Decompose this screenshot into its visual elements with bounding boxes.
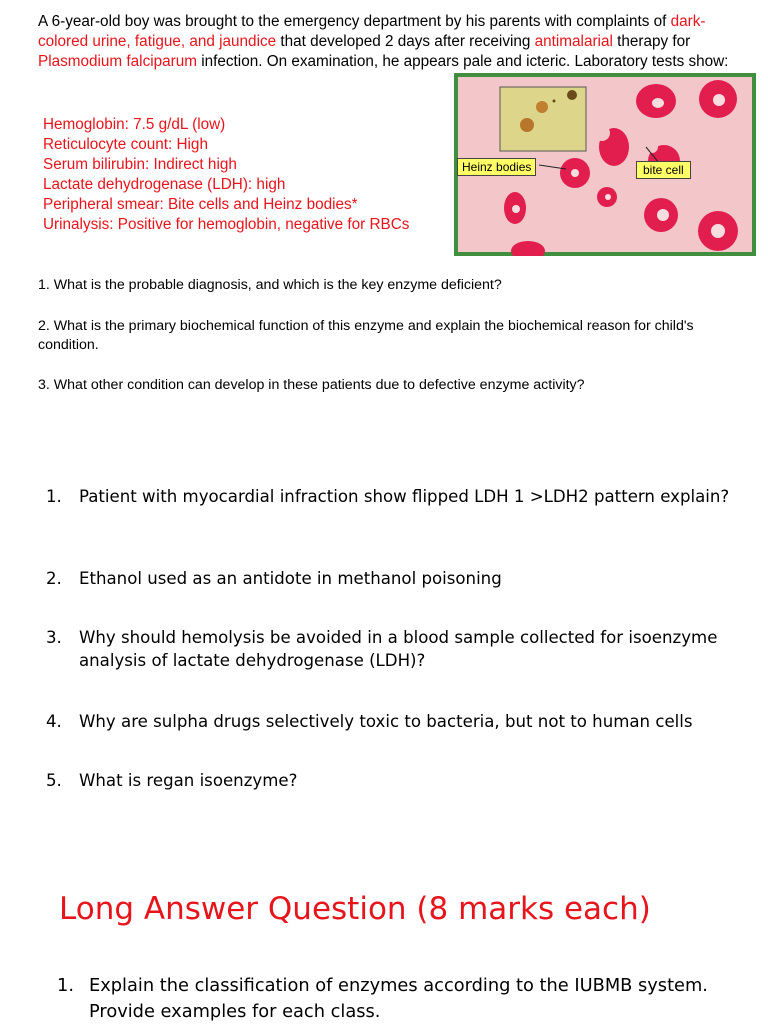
item-number: 3. <box>46 628 62 647</box>
item-number: 2. <box>46 569 62 588</box>
intro-text: A 6-year-old boy was brought to the emergency department by his parents with complaints of <box>38 13 671 30</box>
item-text: Ethanol used as an antidote in methanol poisoning <box>79 569 502 588</box>
blood-smear-figure <box>454 73 756 256</box>
highlighted-text: dark- colored urine, fatigue, and jaundice <box>38 13 706 50</box>
bite-cell-label: bite cell <box>636 161 691 179</box>
lab-result-item: Hemoglobin: 7.5 g/dL (low) <box>43 116 226 133</box>
lab-result-item: Serum bilirubin: Indirect high <box>43 156 237 173</box>
long-answer-heading: Long Answer Question (8 marks each) <box>59 891 651 927</box>
item-number: 1. <box>46 487 62 506</box>
item-number: 5. <box>46 771 62 790</box>
lab-result-item: Peripheral smear: Bite cells and Heinz bodies* <box>43 196 358 213</box>
heinz-bodies-label: Heinz bodies <box>457 158 536 176</box>
lab-result-item: Lactate dehydrogenase (LDH): high <box>43 176 286 193</box>
highlighted-text: Plasmodium falciparum <box>38 53 197 70</box>
intro-text: therapy for <box>612 33 691 50</box>
case-intro <box>38 12 743 72</box>
lab-results-list <box>43 115 463 235</box>
lab-result-item: Urinalysis: Positive for hemoglobin, negative for RBCs <box>43 216 410 233</box>
item-number: 4. <box>46 712 62 731</box>
long-answer-item <box>57 973 747 1025</box>
intro-text: infection. On examination, he appears pale and icteric. Laboratory tests show: <box>196 53 729 70</box>
item-text: Why are sulpha drugs selectively toxic to bacteria, but not to human cells <box>79 712 693 731</box>
highlighted-text: antimalarial <box>534 33 613 50</box>
short-answer-item <box>46 626 746 672</box>
short-answer-item <box>46 769 746 792</box>
short-answer-item <box>46 567 746 590</box>
short-answer-item <box>46 710 746 733</box>
item-text: What is regan isoenzyme? <box>79 771 298 790</box>
case-question: 3. What other condition can develop in these patients due to defective enzyme activity? <box>38 377 585 393</box>
intro-text: that developed 2 days after receiving <box>276 33 535 50</box>
item-text: Explain the classification of enzymes according to the IUBMB system. Provide examples for each class. <box>89 975 708 1022</box>
item-text: Patient with myocardial infraction show flipped LDH 1 >LDH2 pattern explain? <box>79 487 730 506</box>
item-text: Why should hemolysis be avoided in a blood sample collected for isoenzyme analysis of lactate dehydrogenase (LDH)? <box>79 628 718 670</box>
short-answer-item <box>46 485 746 508</box>
lab-result-item: Reticulocyte count: High <box>43 136 208 153</box>
item-number: 1. <box>57 975 74 996</box>
case-question: 2. What is the primary biochemical function of this enzyme and explain the biochemical reason for child's condition. <box>38 318 694 353</box>
case-question: 1. What is the probable diagnosis, and which is the key enzyme deficient? <box>38 277 502 293</box>
